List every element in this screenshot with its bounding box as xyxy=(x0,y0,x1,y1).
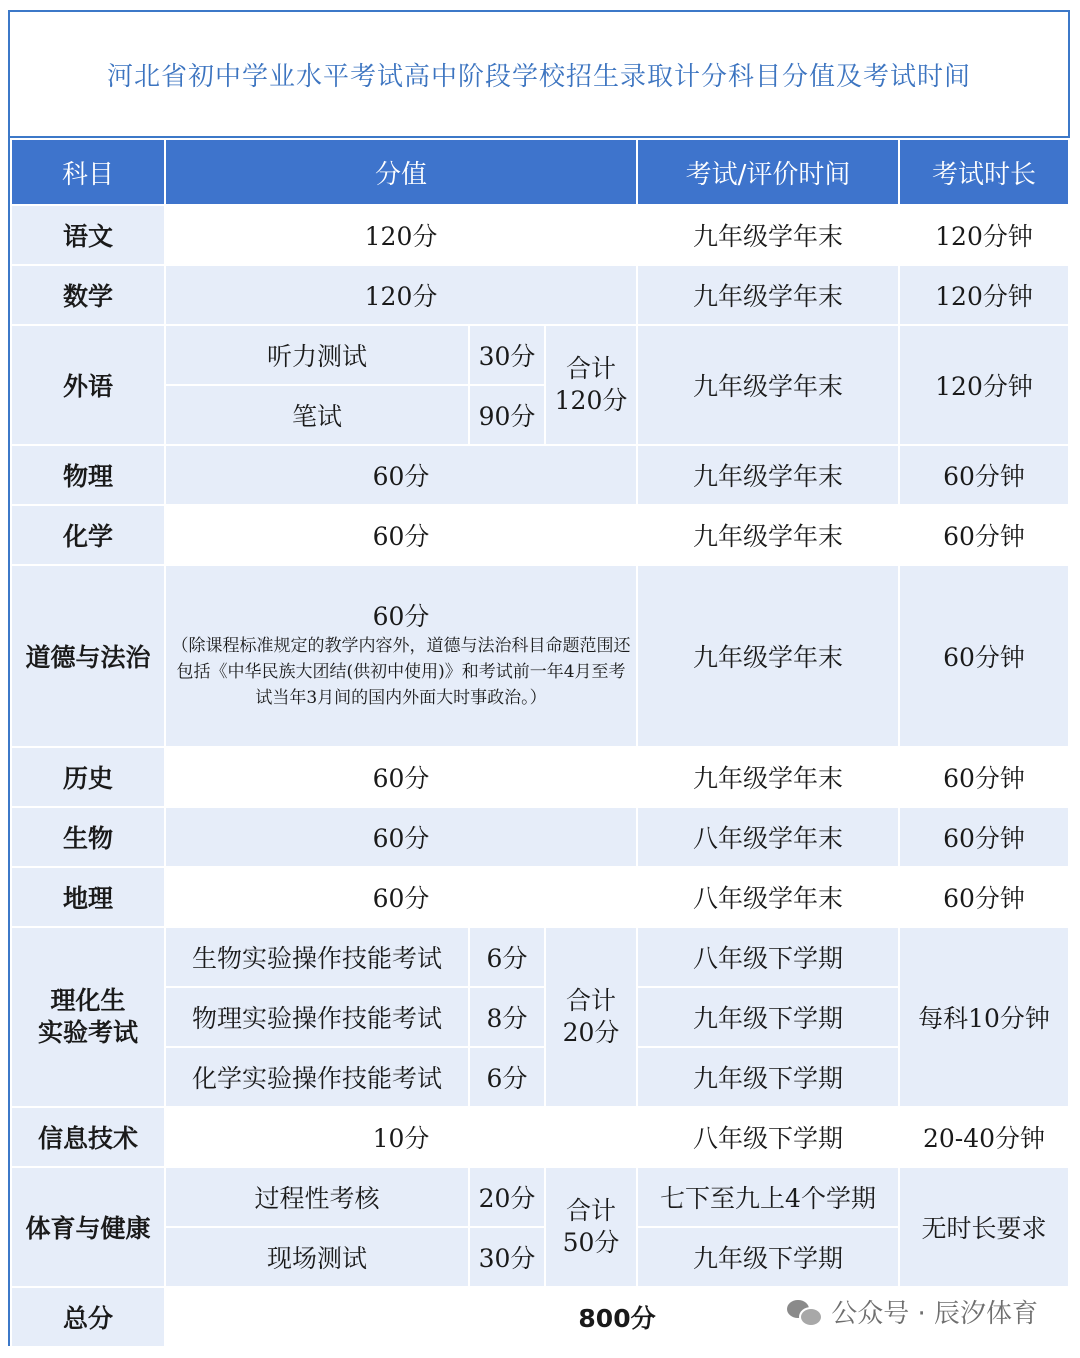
total-value: 120分 xyxy=(554,386,628,415)
total-cell xyxy=(545,325,637,445)
time-cell: 九年级下学期 xyxy=(637,987,899,1047)
subject-cell: 化学 xyxy=(11,505,165,565)
total-value: 20分 xyxy=(562,1018,620,1047)
subject-cell: 地理 xyxy=(11,867,165,927)
time-cell: 九年级下学期 xyxy=(637,1047,899,1107)
duration-cell: 20-40分钟 xyxy=(899,1107,1069,1167)
subject-cell: 语文 xyxy=(11,205,165,265)
header-time: 考试/评价时间 xyxy=(637,139,899,205)
time-cell: 七下至九上4个学期 xyxy=(637,1167,899,1227)
time-cell: 九年级学年末 xyxy=(637,505,899,565)
score-cell: 60分 xyxy=(165,445,637,505)
table-row xyxy=(11,325,1069,385)
subject-cell: 道德与法治 xyxy=(11,565,165,747)
score-value: 60分 xyxy=(372,602,430,631)
score-cell xyxy=(165,565,637,747)
time-cell: 九年级学年末 xyxy=(637,445,899,505)
duration-cell: 无时长要求 xyxy=(899,1167,1069,1287)
table-frame xyxy=(8,10,1070,1346)
part-score-cell: 8分 xyxy=(469,987,545,1047)
subject-cell: 物理 xyxy=(11,445,165,505)
part-name-cell: 生物实验操作技能考试 xyxy=(165,927,469,987)
table-row xyxy=(11,1167,1069,1227)
time-cell: 八年级学年末 xyxy=(637,807,899,867)
time-cell: 八年级下学期 xyxy=(637,1107,899,1167)
page-title: 河北省初中学业水平考试高中阶段学校招生录取计分科目分值及考试时间 xyxy=(10,12,1068,138)
duration-cell: 120分钟 xyxy=(899,325,1069,445)
duration-cell: 60分钟 xyxy=(899,445,1069,505)
subject-cell: 历史 xyxy=(11,747,165,807)
watermark xyxy=(787,1293,1038,1330)
subject-cell: 总分 xyxy=(11,1287,165,1347)
score-cell: 10分 xyxy=(165,1107,637,1167)
table-row xyxy=(11,505,1069,565)
header-row xyxy=(11,139,1069,205)
total-cell xyxy=(545,1167,637,1287)
subject-cell: 外语 xyxy=(11,325,165,445)
part-name-cell: 笔试 xyxy=(165,385,469,445)
duration-cell: 60分钟 xyxy=(899,505,1069,565)
table-row xyxy=(11,265,1069,325)
total-value: 50分 xyxy=(562,1228,620,1257)
score-table xyxy=(10,138,1070,1348)
part-score-cell: 30分 xyxy=(469,1227,545,1287)
subject-cell xyxy=(11,927,165,1107)
duration-cell: 每科10分钟 xyxy=(899,927,1069,1107)
part-score-cell: 30分 xyxy=(469,325,545,385)
score-cell: 120分 xyxy=(165,265,637,325)
time-cell: 九年级学年末 xyxy=(637,747,899,807)
subject-cell: 数学 xyxy=(11,265,165,325)
header-subject: 科目 xyxy=(11,139,165,205)
subject-line: 实验考试 xyxy=(37,1018,138,1047)
watermark-text: 公众号 · 辰汐体育 xyxy=(831,1299,1038,1329)
table-row xyxy=(11,445,1069,505)
table-row xyxy=(11,747,1069,807)
duration-cell: 120分钟 xyxy=(899,205,1069,265)
score-cell: 60分 xyxy=(165,867,637,927)
table-row xyxy=(11,867,1069,927)
table-row xyxy=(11,205,1069,265)
subject-cell: 信息技术 xyxy=(11,1107,165,1167)
score-cell: 60分 xyxy=(165,807,637,867)
duration-cell: 60分钟 xyxy=(899,747,1069,807)
time-cell: 九年级学年末 xyxy=(637,325,899,445)
table-row xyxy=(11,807,1069,867)
table-row xyxy=(11,565,1069,747)
time-cell: 九年级学年末 xyxy=(637,265,899,325)
total-label: 合计 xyxy=(566,1196,617,1225)
duration-cell: 60分钟 xyxy=(899,565,1069,747)
total-score: 800分 xyxy=(578,1304,656,1333)
duration-cell: 120分钟 xyxy=(899,265,1069,325)
subject-cell: 生物 xyxy=(11,807,165,867)
score-note: （除课程标准规定的教学内容外，道德与法治科目命题范围还包括《中华民族大团结(供初中使用)》和考试前一年4月至考试当年3月间的国内外面大时事政治。） xyxy=(171,636,631,708)
time-cell: 八年级学年末 xyxy=(637,867,899,927)
part-name-cell: 化学实验操作技能考试 xyxy=(165,1047,469,1107)
part-score-cell: 6分 xyxy=(469,1047,545,1107)
time-cell: 八年级下学期 xyxy=(637,927,899,987)
total-cell xyxy=(545,927,637,1107)
part-name-cell: 现场测试 xyxy=(165,1227,469,1287)
header-score: 分值 xyxy=(165,139,637,205)
table-row xyxy=(11,927,1069,987)
duration-cell: 60分钟 xyxy=(899,807,1069,867)
part-name-cell: 听力测试 xyxy=(165,325,469,385)
score-cell: 120分 xyxy=(165,205,637,265)
total-label: 合计 xyxy=(566,986,617,1015)
part-name-cell: 物理实验操作技能考试 xyxy=(165,987,469,1047)
time-cell: 九年级下学期 xyxy=(637,1227,899,1287)
header-duration: 考试时长 xyxy=(899,139,1069,205)
time-cell: 九年级学年末 xyxy=(637,565,899,747)
part-score-cell: 6分 xyxy=(469,927,545,987)
score-cell: 60分 xyxy=(165,747,637,807)
part-score-cell: 90分 xyxy=(469,385,545,445)
duration-cell: 60分钟 xyxy=(899,867,1069,927)
subject-cell: 体育与健康 xyxy=(11,1167,165,1287)
part-score-cell: 20分 xyxy=(469,1167,545,1227)
part-name-cell: 过程性考核 xyxy=(165,1167,469,1227)
score-cell: 60分 xyxy=(165,505,637,565)
total-label: 合计 xyxy=(566,354,617,383)
time-cell: 九年级学年末 xyxy=(637,205,899,265)
table-row xyxy=(11,1107,1069,1167)
subject-line: 理化生 xyxy=(50,986,126,1015)
wechat-icon xyxy=(787,1298,821,1326)
